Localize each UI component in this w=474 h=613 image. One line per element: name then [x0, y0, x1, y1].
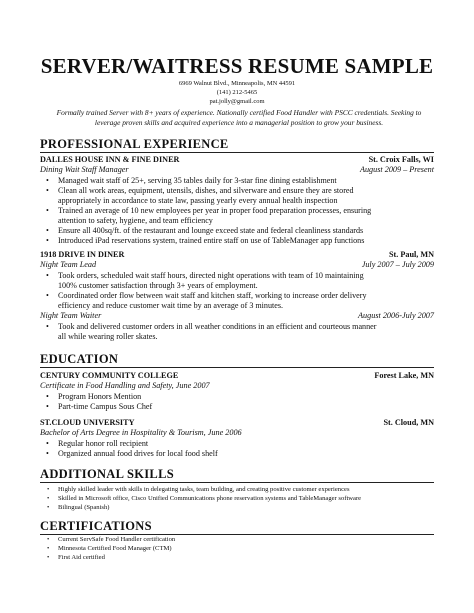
contact-address: 6969 Walnut Blvd., Minneapolis, MN 44591: [178, 80, 296, 87]
employer-name: 1918 DRIVE IN DINER: [40, 250, 125, 259]
list-item-text: • Clean all work areas, equipment, utensils, dishes, and silverware and ensure they are stored: [58, 186, 354, 195]
list-item: [58, 271, 430, 290]
role-header: [40, 311, 434, 321]
list-item-text: • Regular honor roll recipient: [58, 439, 149, 448]
contact-phone: (141) 212-5465: [216, 89, 258, 96]
list-item-text: • Coordinated order flow between wait staff and kitchen staff, working to increase order delivery: [58, 291, 367, 300]
school-name: CENTURY COMMUNITY COLLEGE: [40, 371, 179, 380]
list-item: [58, 236, 430, 246]
job-location: St. Croix Falls, WI: [368, 155, 434, 164]
school-location: St. Cloud, MN: [383, 418, 434, 427]
role-dates: August 2006-July 2007: [358, 311, 434, 320]
school-location: Forest Lake, MN: [374, 371, 434, 380]
list-item-text: • Organized annual food drives for local food shelf: [58, 449, 218, 458]
role-header: [40, 260, 434, 270]
list-item: [58, 322, 430, 341]
list-item-text: • Managed wait staff of 25+, serving 35 tables daily for 3-star fine dining establishment: [58, 176, 337, 185]
objective-line: leverage proven skills and acquired experience into a managerial position to grow your business.: [94, 117, 384, 127]
section-divider: [40, 482, 434, 483]
role-dates: July 2007 – July 2009: [361, 260, 434, 269]
contact-email: pat.jolly@gmail.com: [209, 98, 265, 105]
section-divider: [40, 367, 434, 368]
role-title: Dining Wait Staff Manager: [40, 165, 129, 174]
list-item: [58, 176, 430, 186]
list-item: • Minnesota Certified Food Manager (CTM): [58, 545, 434, 553]
section-heading-certifications: CERTIFICATIONS: [40, 519, 152, 533]
job-header: [40, 250, 434, 260]
degree-row: [40, 428, 434, 438]
list-item-text: • Took orders, scheduled wait staff hours, directed night operations with team of 10 maintaining: [58, 271, 364, 280]
list-item: [58, 449, 430, 459]
list-item: [58, 402, 430, 412]
section-heading-education: EDUCATION: [40, 352, 119, 366]
list-item-text: efficiency and reduce customer wait time by an average of 3 minutes.: [58, 300, 284, 310]
list-item-text: 100% customer satisfaction through 3+ years of employment.: [58, 280, 258, 290]
job-header: [40, 155, 434, 165]
list-item: [58, 226, 430, 236]
list-item: [58, 291, 430, 310]
list-item: • Highly skilled leader with skills in delegating tasks, team building, and creating positive customer experiences: [58, 486, 434, 494]
list-item: • Current ServSafe Food Handler certification: [58, 536, 434, 544]
list-item-text: • Took and delivered customer orders in all weather conditions in an efficient and courteous manner: [58, 322, 377, 331]
list-item: • Skilled in Microsoft office, Cisco Unified Communications phone reservation systems and TableManager software: [58, 495, 434, 503]
role-header: [40, 165, 434, 175]
resume-title: SERVER/WAITRESS RESUME SAMPLE: [40, 54, 434, 78]
list-item-text: • Trained an average of 10 new employees per year in proper food preparation processes, ensuring: [58, 206, 372, 215]
objective-line: Formally trained Server with 8+ years of experience. Nationally certified Food Handler with PSCC credentials. Seeking to: [56, 108, 422, 117]
section-divider: [40, 152, 434, 153]
objective-summary: [44, 108, 434, 127]
section-heading-experience: PROFESSIONAL EXPERIENCE: [40, 137, 229, 151]
list-item: [58, 186, 430, 205]
list-item: [58, 206, 430, 225]
list-item: • First Aid certified: [58, 554, 434, 562]
list-item-text: all while wearing roller skates.: [58, 331, 158, 341]
list-item-text: • Program Honors Mention: [58, 392, 142, 401]
list-item: [58, 392, 430, 402]
list-item-text: • Ensure all 400sq/ft. of the restaurant and lounge exceed state and federal cleanliness standards: [58, 226, 364, 235]
employer-name: DALLES HOUSE INN & FINE DINER: [40, 155, 180, 164]
degree-title: Bachelor of Arts Degree in Hospitality & Tourism, June 2006: [40, 428, 242, 437]
job-location: St. Paul, MN: [388, 250, 434, 259]
role-dates: August 2009 – Present: [359, 165, 434, 174]
school-header: [40, 418, 434, 428]
section-heading-skills: ADDITIONAL SKILLS: [40, 467, 174, 481]
list-item: [58, 439, 430, 449]
list-item: • Bilingual (Spanish): [58, 504, 434, 512]
role-title: Night Team Waiter: [40, 311, 102, 320]
list-item-text: attention to safety, hygiene, and team efficiency: [58, 215, 213, 225]
role-title: Night Team Lead: [40, 260, 97, 269]
section-divider: [40, 534, 434, 535]
school-header: [40, 371, 434, 381]
degree-title: Certificate in Food Handling and Safety, June 2007: [40, 381, 210, 390]
degree-row: [40, 381, 434, 391]
list-item-text: appropriately in accordance to state law, passing yearly every annual health inspection: [58, 195, 338, 205]
list-item-text: • Part-time Campus Sous Chef: [58, 402, 153, 411]
school-name: ST.CLOUD UNIVERSITY: [40, 418, 135, 427]
list-item-text: • Introduced iPad reservations system, trained entire staff on use of TableManager app functions: [58, 236, 365, 245]
